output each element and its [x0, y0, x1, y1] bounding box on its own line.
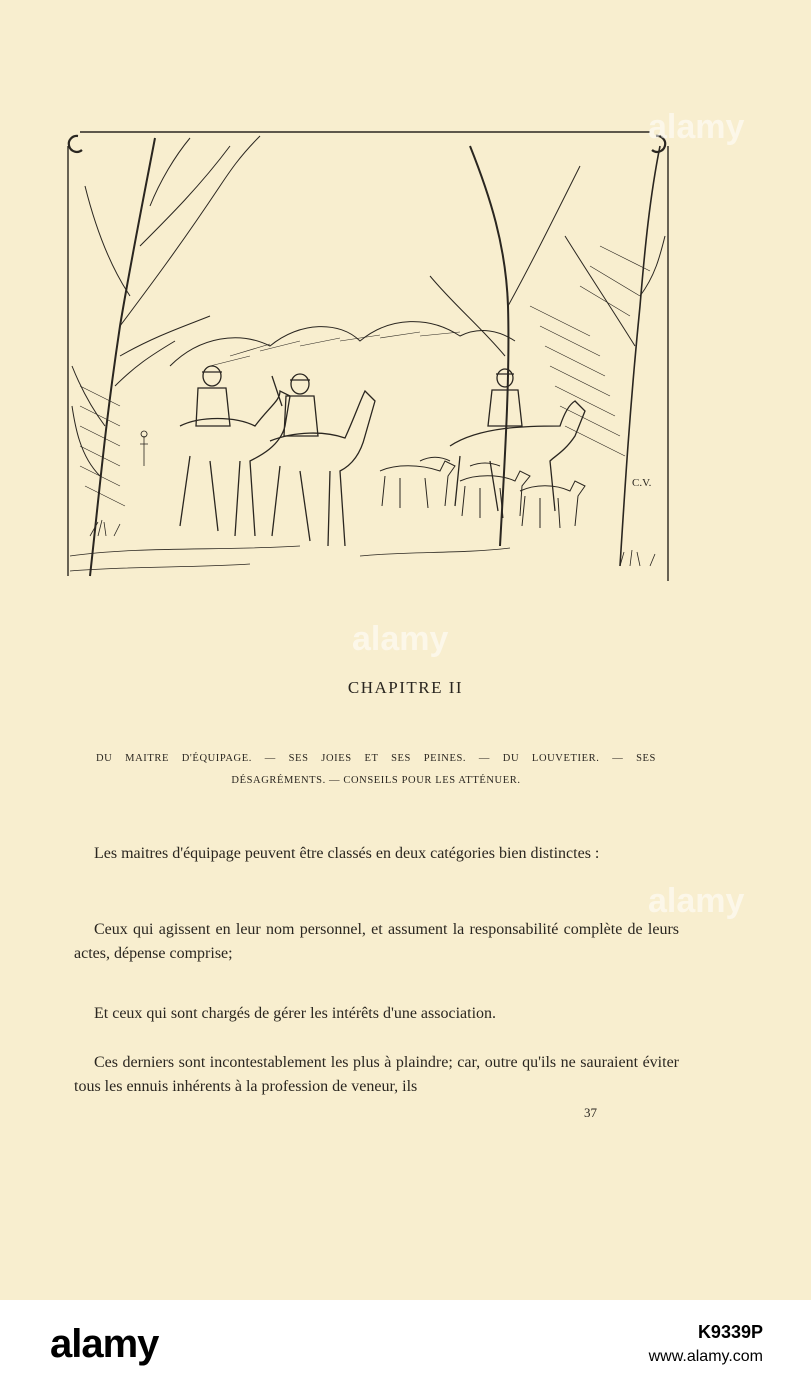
- paragraph-1: Les maitres d'équipage peuvent être classés en deux catégories bien distinctes :: [94, 845, 600, 862]
- paragraph-4: Ces derniers sont incontestablement les plus à plaindre; car, outre qu'ils ne sauraient éviter tous les ennuis inhérents à la profession de veneur, ils: [74, 1054, 679, 1095]
- watermark: alamy: [648, 882, 745, 920]
- chapter-summary-line-2: DÉSAGRÉMENTS. — CONSEILS POUR LES ATTÉNUER.: [231, 775, 521, 786]
- image-id: K9339P: [697, 1322, 763, 1342]
- watermark: alamy: [648, 108, 745, 146]
- page-number: 37: [584, 1105, 597, 1120]
- chapter-summary: [96, 748, 656, 792]
- chapter-title: CHAPITRE II: [347, 678, 464, 697]
- paragraph-3: Et ceux qui sont chargés de gérer les intérêts d'une association.: [94, 1005, 497, 1022]
- watermark: alamy: [352, 620, 449, 658]
- chapter-summary-line-1: DU MAITRE D'ÉQUIPAGE. — SES JOIES ET SES PEINES. — DU LOUVETIER. — SES: [96, 753, 656, 764]
- paragraph-2: Ceux qui agissent en leur nom personnel, et assument la responsabilité complète de leurs actes, dépense comprise;: [74, 921, 679, 962]
- stock-footer: [0, 1300, 811, 1390]
- alamy-logo: alamy: [50, 1322, 159, 1366]
- hunting-scene-engraving: [60, 126, 675, 586]
- artist-signature: C.V.: [632, 477, 652, 489]
- site-url: www.alamy.com: [648, 1348, 763, 1365]
